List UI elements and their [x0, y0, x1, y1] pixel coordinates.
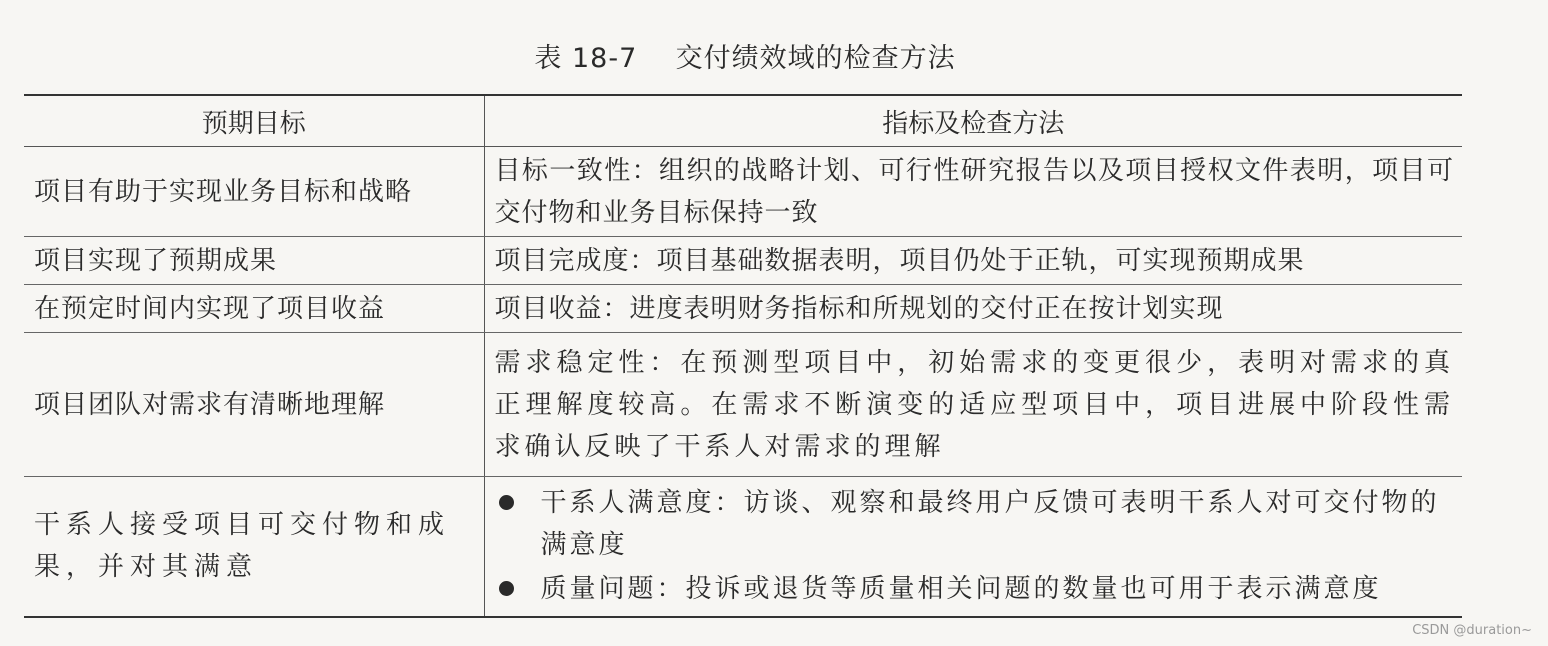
table-row — [24, 237, 1462, 285]
list-item-text: 干系人满意度：访谈、观察和最终用户反馈可表明干系人对可交付物的满意度 — [540, 488, 1440, 561]
bullet-icon — [499, 495, 514, 510]
metric-method-cell: 目标一致性：组织的战略计划、可行性研究报告以及项目授权文件表明，项目可交付物和业务目标保持一致 — [484, 147, 1462, 237]
bullet-icon — [499, 581, 514, 596]
table-row — [24, 285, 1462, 333]
metric-method-cell: 项目收益：进度表明财务指标和所规划的交付正在按计划实现 — [484, 285, 1462, 333]
expected-goal-cell: 干系人接受项目可交付物和成果，并对其满意 — [34, 510, 451, 583]
inspection-methods-table — [24, 94, 1462, 618]
column-header-expected-goal: 预期目标 — [24, 95, 484, 147]
expected-goal-cell: 项目实现了预期成果 — [24, 237, 484, 285]
list-item-text: 质量问题：投诉或退货等质量相关问题的数量也可用于表示满意度 — [540, 574, 1382, 605]
table-title: 表 18-7 交付绩效域的检查方法 — [534, 43, 956, 74]
metric-method-cell: 项目完成度：项目基础数据表明，项目仍处于正轨，可实现预期成果 — [484, 237, 1462, 285]
table-row — [24, 477, 1462, 617]
list-item — [495, 568, 1455, 610]
expected-goal-cell: 项目团队对需求有清晰地理解 — [24, 333, 484, 477]
table-header-row — [24, 95, 1462, 147]
column-header-metrics-methods: 指标及检查方法 — [484, 95, 1462, 147]
table-row — [24, 333, 1462, 477]
expected-goal-cell: 在预定时间内实现了项目收益 — [24, 285, 484, 333]
list-item — [495, 482, 1455, 566]
expected-goal-cell: 项目有助于实现业务目标和战略 — [24, 147, 484, 237]
metric-method-cell: 需求稳定性：在预测型项目中，初始需求的变更很少，表明对需求的真正理解度较高。在需求不断演变的适应型项目中，项目进展中阶段性需求确认反映了干系人对需求的理解 — [484, 333, 1462, 477]
watermark: CSDN @duration~ — [1412, 623, 1532, 638]
table-row — [24, 147, 1462, 237]
metric-method-cell — [484, 477, 1462, 617]
metric-bullet-list — [495, 482, 1455, 610]
